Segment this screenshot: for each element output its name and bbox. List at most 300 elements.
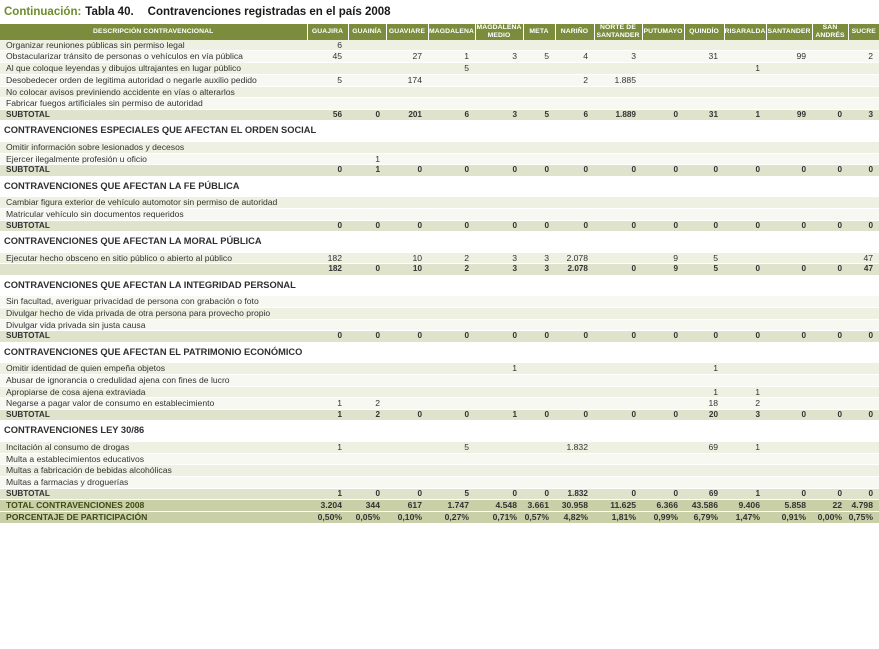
cell-value <box>724 319 766 331</box>
row-label: Organizar reuniones públicas sin permiso legal <box>0 40 307 51</box>
cell-value: 1.889 <box>594 110 642 121</box>
cell-value <box>684 307 724 319</box>
row-label: SUBTOTAL <box>0 331 307 342</box>
cell-value <box>475 63 523 75</box>
cell-value: 0 <box>348 331 386 342</box>
cell-value: 1,81% <box>594 511 642 522</box>
cell-value <box>348 74 386 86</box>
cell-value <box>475 98 523 110</box>
cell-value <box>307 63 348 75</box>
table-row <box>0 51 879 63</box>
cell-value <box>642 153 684 165</box>
cell-value <box>555 296 594 308</box>
cell-value <box>555 197 594 209</box>
cell-value: 9.406 <box>724 500 766 512</box>
cell-value <box>594 374 642 386</box>
cell-value: 0,57% <box>523 511 555 522</box>
title-continuation: Continuación: <box>4 6 82 18</box>
cell-value: 0 <box>642 220 684 231</box>
subtotal-row <box>0 264 879 275</box>
cell-value <box>555 307 594 319</box>
cell-value: 1.885 <box>594 74 642 86</box>
cell-value: 0,75% <box>848 511 879 522</box>
cell-value <box>475 319 523 331</box>
cell-value <box>724 208 766 220</box>
cell-value <box>724 363 766 375</box>
cell-value <box>642 197 684 209</box>
cell-value <box>766 141 812 153</box>
cell-value <box>594 398 642 410</box>
cell-value: 0 <box>766 165 812 176</box>
cell-value <box>523 197 555 209</box>
cell-value: 0 <box>766 264 812 275</box>
cell-value <box>523 307 555 319</box>
row-label: Incitación al consumo de drogas <box>0 442 307 454</box>
cell-value <box>555 453 594 465</box>
cell-value: 0,05% <box>348 511 386 522</box>
cell-value <box>684 319 724 331</box>
cell-value: 5 <box>428 63 475 75</box>
cell-value <box>555 141 594 153</box>
cell-value <box>766 307 812 319</box>
subtotal-row <box>0 331 879 342</box>
cell-value <box>642 98 684 110</box>
cell-value <box>594 98 642 110</box>
cell-value: 0 <box>523 410 555 421</box>
cell-value: 0 <box>724 165 766 176</box>
cell-value <box>348 40 386 51</box>
cell-value: 1 <box>307 442 348 454</box>
cell-value: 0 <box>766 488 812 499</box>
row-label: PORCENTAJE DE PARTICIPACIÓN <box>0 511 307 522</box>
cell-value <box>594 465 642 477</box>
cell-value <box>684 296 724 308</box>
total-row <box>0 500 879 512</box>
cell-value: 56 <box>307 110 348 121</box>
cell-value: 0 <box>348 264 386 275</box>
cell-value: 0 <box>386 488 428 499</box>
cell-value: 3 <box>523 252 555 264</box>
cell-value: 0 <box>475 488 523 499</box>
cell-value: 182 <box>307 252 348 264</box>
cell-value: 0 <box>386 165 428 176</box>
cell-value: 10 <box>386 252 428 264</box>
cell-value: 10 <box>386 264 428 275</box>
cell-value: 3 <box>523 264 555 275</box>
cell-value: 69 <box>684 488 724 499</box>
cell-value <box>812 98 848 110</box>
cell-value <box>812 63 848 75</box>
cell-value <box>307 296 348 308</box>
cell-value <box>642 51 684 63</box>
cell-value <box>307 307 348 319</box>
cell-value: 0 <box>724 331 766 342</box>
cell-value: 1 <box>724 110 766 121</box>
cell-value: 1 <box>428 51 475 63</box>
cell-value: 4.548 <box>475 500 523 512</box>
subtotal-row <box>0 165 879 176</box>
cell-value <box>848 386 879 398</box>
cell-value <box>812 252 848 264</box>
cell-value <box>386 453 428 465</box>
cell-value: 6,79% <box>684 511 724 522</box>
cell-value: 0 <box>594 220 642 231</box>
cell-value <box>642 74 684 86</box>
cell-value <box>307 465 348 477</box>
cell-value: 5 <box>307 74 348 86</box>
cell-value <box>848 153 879 165</box>
cell-value <box>348 86 386 98</box>
cell-value: 0 <box>642 331 684 342</box>
cell-value <box>523 319 555 331</box>
cell-value <box>684 86 724 98</box>
cell-value: 0 <box>766 410 812 421</box>
col-header-narino: NARIÑO <box>555 24 594 40</box>
cell-value <box>386 296 428 308</box>
cell-value <box>594 197 642 209</box>
cell-value <box>724 51 766 63</box>
cell-value: 2 <box>555 74 594 86</box>
cell-value <box>348 477 386 489</box>
cell-value <box>523 86 555 98</box>
row-label: SUBTOTAL <box>0 220 307 231</box>
col-header-magdalena: MAGDALENA <box>428 24 475 40</box>
cell-value: 5 <box>523 51 555 63</box>
cell-value <box>555 477 594 489</box>
cell-value: 2 <box>428 252 475 264</box>
cell-value <box>475 453 523 465</box>
cell-value: 0 <box>642 110 684 121</box>
cell-value: 6.366 <box>642 500 684 512</box>
cell-value: 617 <box>386 500 428 512</box>
cell-value <box>684 63 724 75</box>
cell-value <box>684 197 724 209</box>
cell-value: 0 <box>812 264 848 275</box>
cell-value <box>848 374 879 386</box>
cell-value: 1 <box>307 398 348 410</box>
cell-value: 3 <box>475 110 523 121</box>
cell-value <box>594 477 642 489</box>
cell-value: 0 <box>307 331 348 342</box>
cell-value: 182 <box>307 264 348 275</box>
cell-value: 0 <box>386 220 428 231</box>
cell-value <box>386 208 428 220</box>
cell-value <box>348 296 386 308</box>
cell-value <box>642 386 684 398</box>
cell-value <box>475 465 523 477</box>
cell-value: 0 <box>475 220 523 231</box>
section-label: CONTRAVENCIONES ESPECIALES QUE AFECTAN EL ORDEN SOCIAL <box>0 121 879 142</box>
cell-value: 0 <box>642 165 684 176</box>
cell-value <box>724 98 766 110</box>
cell-value: 2 <box>348 398 386 410</box>
cell-value: 3.204 <box>307 500 348 512</box>
title-table-name: Contravenciones registradas en el país 2008 <box>147 6 391 18</box>
cell-value <box>848 63 879 75</box>
cell-value <box>428 296 475 308</box>
table-section-row <box>0 121 879 142</box>
cell-value: 2 <box>724 398 766 410</box>
cell-value: 2 <box>348 410 386 421</box>
cell-value <box>428 208 475 220</box>
row-label: SUBTOTAL <box>0 110 307 121</box>
cell-value <box>724 296 766 308</box>
cell-value <box>642 374 684 386</box>
cell-value <box>428 197 475 209</box>
cell-value: 3 <box>848 110 879 121</box>
cell-value <box>594 153 642 165</box>
cell-value <box>348 363 386 375</box>
cell-value <box>594 40 642 51</box>
cell-value <box>594 363 642 375</box>
table-row <box>0 374 879 386</box>
col-header-risaralda: RISARALDA <box>724 24 766 40</box>
cell-value <box>386 374 428 386</box>
cell-value <box>724 307 766 319</box>
cell-value: 0 <box>812 331 848 342</box>
cell-value <box>428 74 475 86</box>
cell-value <box>594 141 642 153</box>
cell-value <box>848 74 879 86</box>
cell-value: 2 <box>428 264 475 275</box>
cell-value: 0 <box>812 220 848 231</box>
cell-value: 344 <box>348 500 386 512</box>
table-row <box>0 197 879 209</box>
cell-value: 0 <box>766 220 812 231</box>
cell-value: 1 <box>684 363 724 375</box>
cell-value: 1 <box>307 488 348 499</box>
cell-value: 0 <box>348 110 386 121</box>
cell-value <box>348 63 386 75</box>
cell-value: 0 <box>766 331 812 342</box>
cell-value: 0 <box>594 165 642 176</box>
cell-value <box>766 40 812 51</box>
cell-value: 5 <box>684 264 724 275</box>
cell-value <box>348 51 386 63</box>
cell-value <box>848 477 879 489</box>
table-row <box>0 398 879 410</box>
cell-value <box>594 442 642 454</box>
cell-value <box>523 208 555 220</box>
cell-value: 3 <box>594 51 642 63</box>
cell-value: 0 <box>642 410 684 421</box>
cell-value <box>428 141 475 153</box>
cell-value: 3 <box>724 410 766 421</box>
table-section-row <box>0 231 879 252</box>
col-header-magdalena-medio: MAGDALENA MEDIO <box>476 24 522 39</box>
cell-value <box>348 307 386 319</box>
cell-value: 5 <box>523 110 555 121</box>
cell-value <box>766 453 812 465</box>
subtotal-row <box>0 488 879 499</box>
cell-value: 0 <box>428 165 475 176</box>
row-label: Multa a establecimientos educativos <box>0 453 307 465</box>
cell-value: 0 <box>555 331 594 342</box>
cell-value: 11.625 <box>594 500 642 512</box>
cell-value: 201 <box>386 110 428 121</box>
table-row <box>0 252 879 264</box>
cell-value: 0 <box>812 410 848 421</box>
cell-value <box>724 374 766 386</box>
cell-value: 0 <box>386 410 428 421</box>
cell-value <box>475 74 523 86</box>
cell-value <box>642 63 684 75</box>
cell-value <box>594 252 642 264</box>
cell-value <box>386 442 428 454</box>
table-row <box>0 74 879 86</box>
cell-value: 31 <box>684 110 724 121</box>
cell-value: 31 <box>684 51 724 63</box>
cell-value: 5.858 <box>766 500 812 512</box>
cell-value <box>386 398 428 410</box>
cell-value: 1 <box>475 410 523 421</box>
cell-value <box>475 386 523 398</box>
table-row <box>0 319 879 331</box>
cell-value: 0 <box>848 488 879 499</box>
cell-value <box>386 153 428 165</box>
cell-value <box>642 465 684 477</box>
cell-value: 0,91% <box>766 511 812 522</box>
table-row <box>0 363 879 375</box>
cell-value: 4 <box>555 51 594 63</box>
cell-value: 2 <box>848 51 879 63</box>
cell-value <box>724 453 766 465</box>
cell-value <box>348 141 386 153</box>
cell-value <box>594 386 642 398</box>
cell-value: 99 <box>766 110 812 121</box>
table-row <box>0 208 879 220</box>
cell-value: 0 <box>848 165 879 176</box>
cell-value <box>348 98 386 110</box>
cell-value <box>812 86 848 98</box>
cell-value <box>386 63 428 75</box>
cell-value: 0,71% <box>475 511 523 522</box>
cell-value <box>684 40 724 51</box>
cell-value <box>766 398 812 410</box>
cell-value: 0,99% <box>642 511 684 522</box>
row-label: SUBTOTAL <box>0 410 307 421</box>
subtotal-row <box>0 220 879 231</box>
cell-value <box>386 477 428 489</box>
cell-value <box>766 296 812 308</box>
cell-value <box>766 465 812 477</box>
cell-value <box>642 141 684 153</box>
cell-value <box>812 74 848 86</box>
cell-value <box>555 40 594 51</box>
cell-value: 47 <box>848 252 879 264</box>
table-row <box>0 307 879 319</box>
cell-value <box>307 453 348 465</box>
section-label: CONTRAVENCIONES QUE AFECTAN LA MORAL PÚBLICA <box>0 231 879 252</box>
cell-value <box>428 386 475 398</box>
cell-value <box>386 386 428 398</box>
cell-value <box>724 74 766 86</box>
cell-value <box>348 208 386 220</box>
cell-value: 43.586 <box>684 500 724 512</box>
cell-value <box>428 153 475 165</box>
cell-value <box>848 141 879 153</box>
cell-value: 0 <box>642 488 684 499</box>
cell-value: 0 <box>594 410 642 421</box>
cell-value <box>848 296 879 308</box>
row-label: Al que coloque leyendas y dibujos ultrajantes en lugar público <box>0 63 307 75</box>
cell-value: 0 <box>523 220 555 231</box>
cell-value <box>594 319 642 331</box>
table-section-row <box>0 342 879 363</box>
cell-value <box>475 374 523 386</box>
row-label: Apropiarse de cosa ajena extraviada <box>0 386 307 398</box>
cell-value <box>475 208 523 220</box>
cell-value: 0 <box>348 488 386 499</box>
cell-value <box>428 465 475 477</box>
table-section-row <box>0 176 879 197</box>
cell-value: 0 <box>812 488 848 499</box>
cell-value <box>848 307 879 319</box>
cell-value <box>684 208 724 220</box>
cell-value: 3 <box>475 252 523 264</box>
cell-value <box>684 374 724 386</box>
cell-value: 1 <box>724 488 766 499</box>
row-label: Divulgar vida privada sin justa causa <box>0 319 307 331</box>
cell-value <box>848 208 879 220</box>
cell-value <box>684 141 724 153</box>
cell-value <box>684 453 724 465</box>
cell-value <box>386 307 428 319</box>
cell-value: 0 <box>555 220 594 231</box>
cell-value <box>848 98 879 110</box>
row-label: No colocar avisos previniendo accidente en vías o alterarlos <box>0 86 307 98</box>
cell-value: 1,47% <box>724 511 766 522</box>
cell-value <box>766 86 812 98</box>
cell-value <box>724 141 766 153</box>
cell-value <box>386 465 428 477</box>
cell-value <box>812 51 848 63</box>
col-header-meta: META <box>523 24 555 40</box>
cell-value <box>766 74 812 86</box>
cell-value <box>812 398 848 410</box>
cell-value <box>642 319 684 331</box>
cell-value <box>766 442 812 454</box>
row-label: Multas a farmacias y droguerías <box>0 477 307 489</box>
col-header-putumayo: PUTUMAYO <box>642 24 684 40</box>
cell-value <box>812 319 848 331</box>
cell-value <box>307 197 348 209</box>
cell-value <box>555 98 594 110</box>
cell-value <box>428 453 475 465</box>
cell-value <box>766 197 812 209</box>
table-row <box>0 63 879 75</box>
cell-value <box>766 98 812 110</box>
row-label: SUBTOTAL <box>0 488 307 499</box>
row-label: SUBTOTAL <box>0 165 307 176</box>
cell-value <box>594 307 642 319</box>
cell-value <box>523 442 555 454</box>
cell-value <box>724 153 766 165</box>
cell-value <box>555 398 594 410</box>
cell-value: 0 <box>428 410 475 421</box>
cell-value: 5 <box>684 252 724 264</box>
cell-value: 0 <box>348 220 386 231</box>
table-row <box>0 141 879 153</box>
cell-value: 0,50% <box>307 511 348 522</box>
cell-value: 0 <box>812 110 848 121</box>
cell-value: 99 <box>766 51 812 63</box>
col-header-description: DESCRIPCIÓN CONTRAVENCIONAL <box>0 24 307 40</box>
cell-value <box>724 86 766 98</box>
cell-value <box>642 307 684 319</box>
cell-value <box>555 319 594 331</box>
cell-value <box>684 74 724 86</box>
